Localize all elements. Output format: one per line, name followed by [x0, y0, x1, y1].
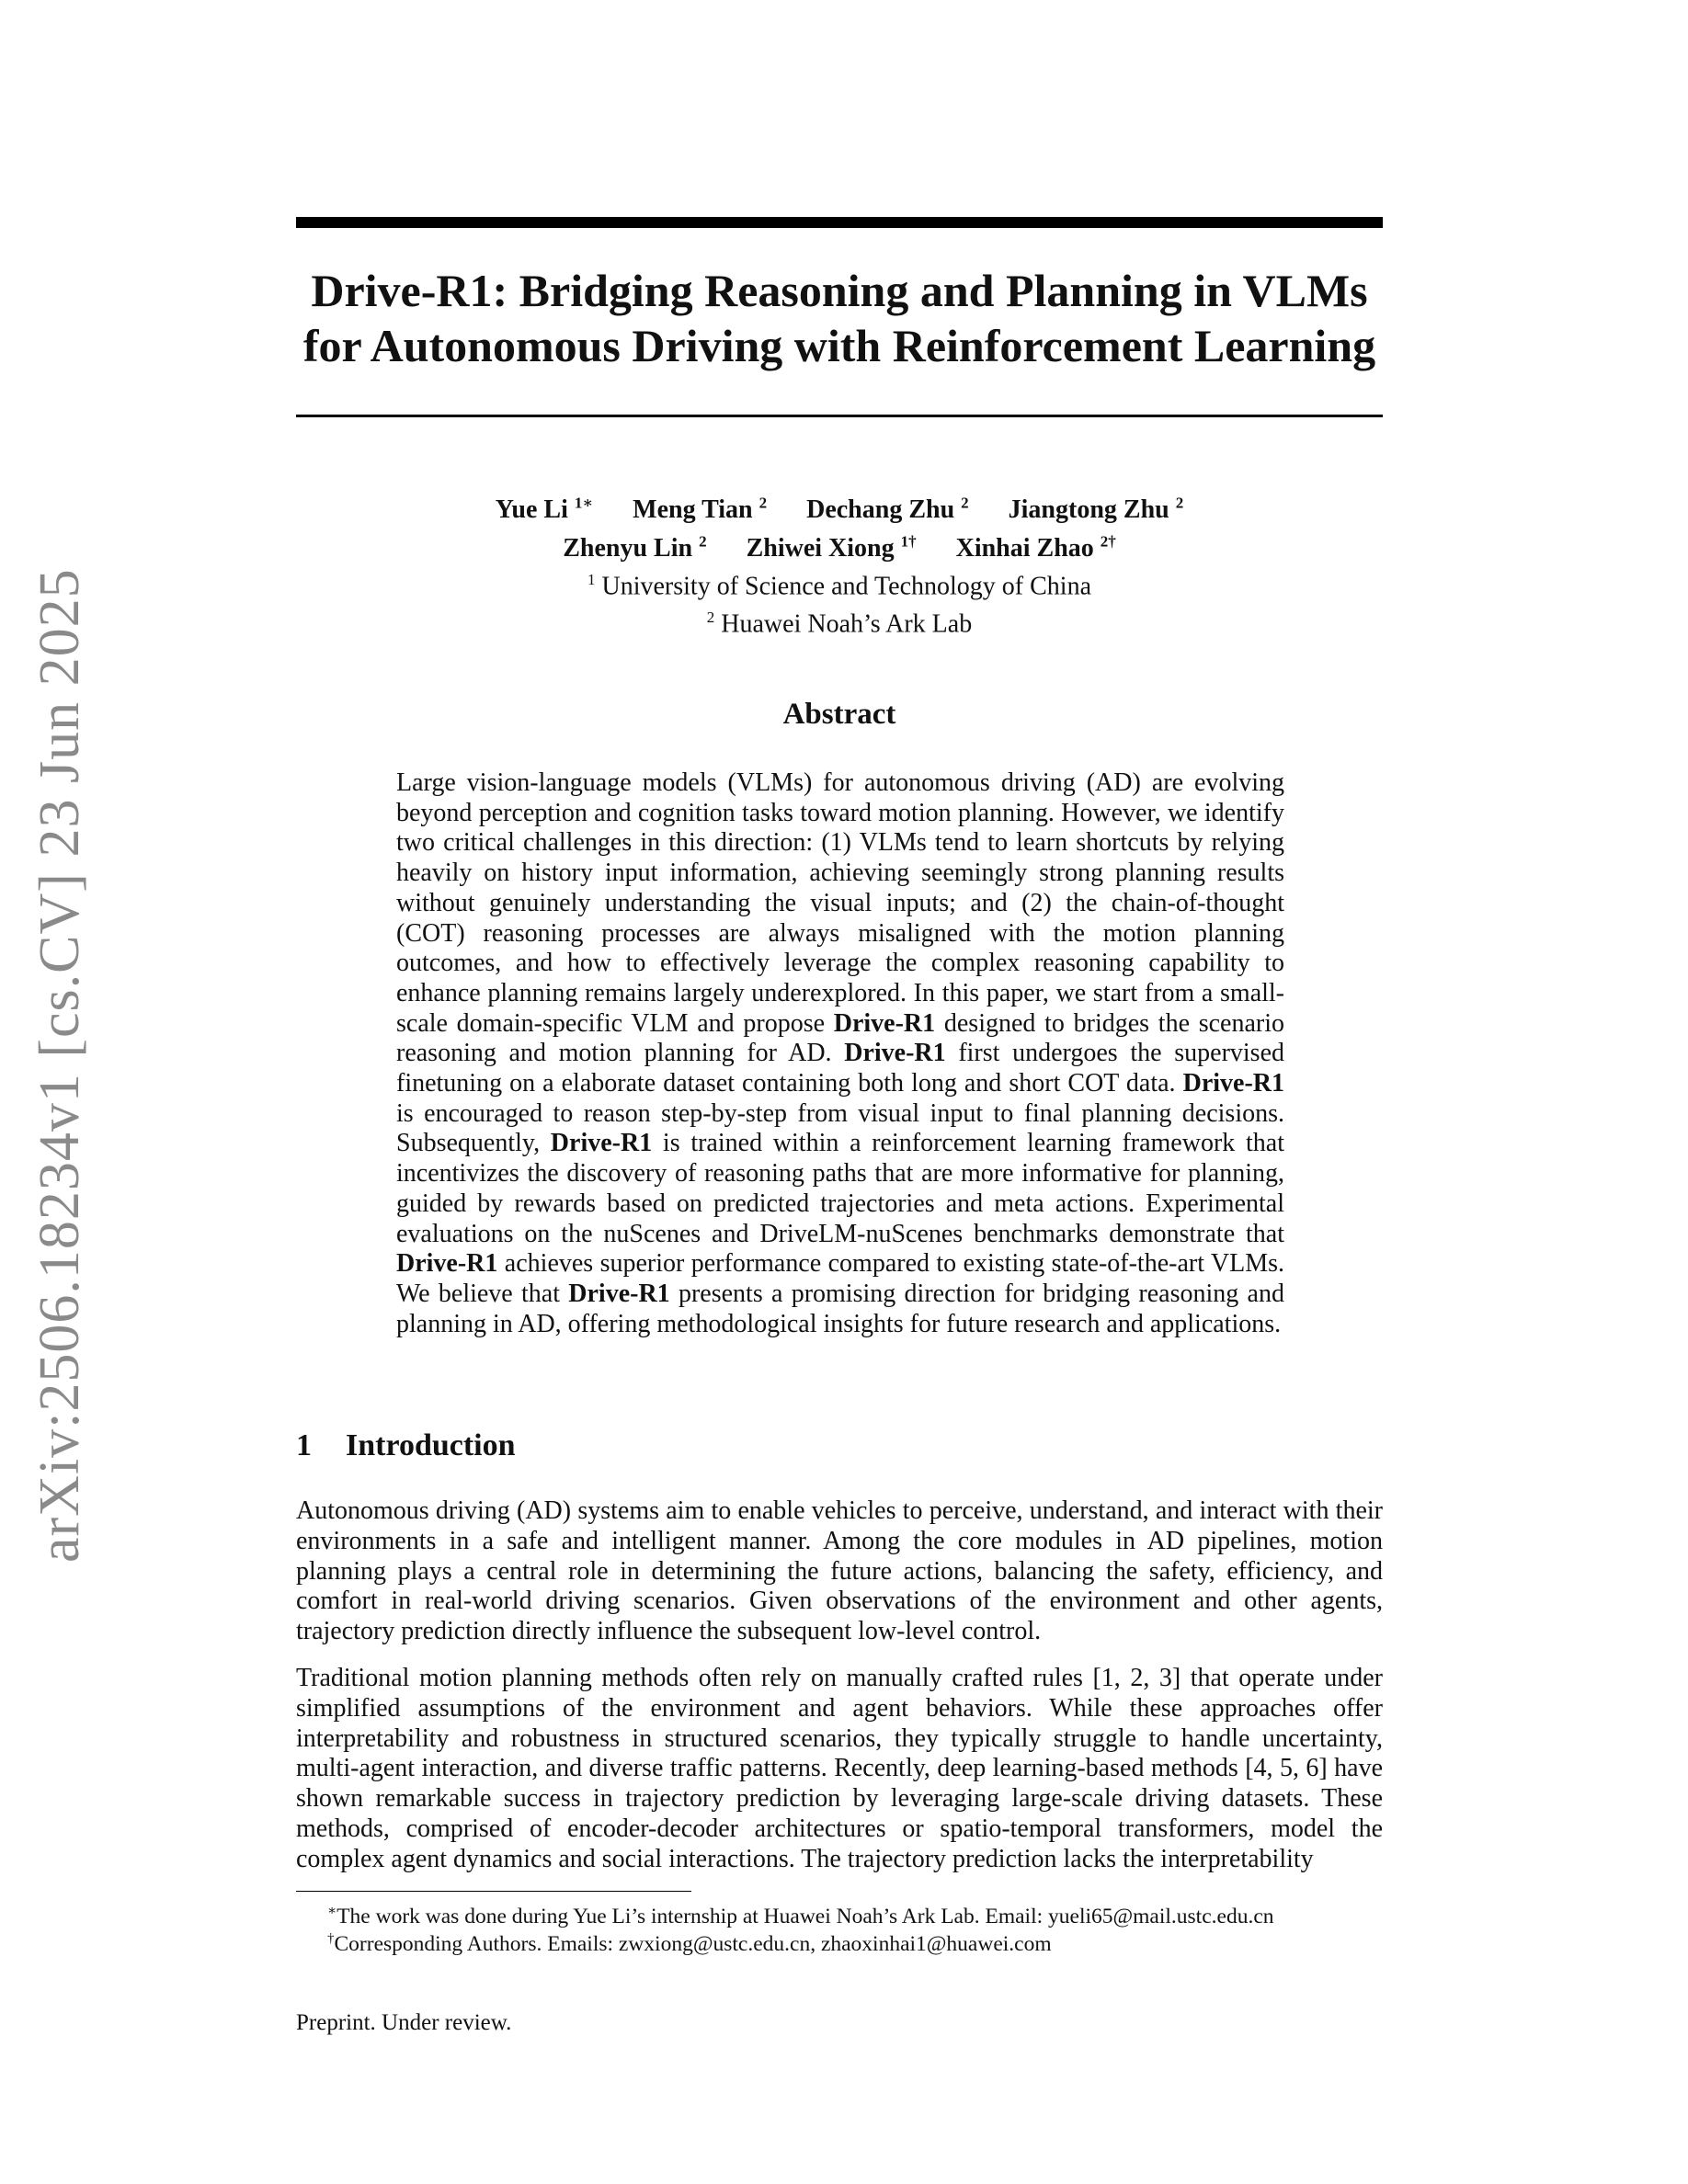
affiliation: $^2$ Huawei Noah’s Ark Lab [706, 608, 973, 639]
intro-paragraph-1: Autonomous driving (AD) systems aim to enable vehicles to perceive, understand, and interact with their environments in a safe and intelligent manner. Among the core modules in AD pipelines, motion planning plays a central role in determining the future actions, balancing the safety, efficiency, and comfort in real-world driving scenarios. Given observations of the environment and other agents, trajectory prediction directly influence the subsequent low-level control. [296, 1496, 1383, 1646]
intro-paragraph-2: Traditional motion planning methods often rely on manually crafted rules [1, 2, 3] that operate under simplified assumptions of the environment and agent behaviors. While these approaches offer interpretability and robustness in structured scenarios, they typically struggle to handle uncertainty, multi-agent interaction, and diverse traffic patterns. Recently, deep learning-based methods [4, 5, 6] have shown remarkable success in trajectory prediction by leveraging large-scale driving datasets. These methods, comprised of encoder-decoder architectures or spatio-temporal transformers, model the complex agent dynamics and social interactions. The trajectory prediction lacks the interpretability [296, 1664, 1383, 1873]
author-name: Yue Li $^{1∗}$ [495, 495, 594, 525]
footnote-1: ∗The work was done during Yue Li’s internship at Huawei Noah’s Ark Lab. Email: yueli65@mail.ustc.edu.cn [327, 1904, 1274, 1928]
affiliation: $^1$ University of Science and Technology of China [587, 570, 1091, 600]
author-row-1 [296, 488, 1383, 526]
author-block [296, 488, 1383, 640]
model-name: Drive-R1 [550, 1129, 653, 1158]
model-name: Drive-R1 [833, 1008, 936, 1038]
title-line-1: Drive-R1: Bridging Reasoning and Planning in VLMs [311, 265, 1368, 316]
model-name: Drive-R1 [396, 1249, 498, 1279]
abstract-heading: Abstract [782, 698, 896, 731]
author-name: Zhiwei Xiong $^{1\dagger}$ [746, 532, 917, 563]
section-title: Introduction [346, 1428, 516, 1462]
author-name: Zhenyu Lin $^2$ [563, 532, 707, 563]
title-bottom-rule [296, 415, 1383, 417]
paper-title [296, 263, 1383, 373]
author-name: Meng Tian $^2$ [633, 495, 768, 525]
section-heading-introduction [296, 1428, 516, 1464]
footnote-2: †Corresponding Authors. Emails: zwxiong@ustc.edu.cn, zhaoxinhai1@huawei.com [327, 1931, 1052, 1956]
model-name: Drive-R1 [1182, 1069, 1284, 1098]
title-top-rule [296, 217, 1383, 228]
author-name: Jiangtong Zhu $^2$ [1008, 495, 1184, 525]
author-row-2 [296, 526, 1383, 563]
model-name: Drive-R1 [568, 1279, 670, 1308]
arxiv-identifier: arXiv:2506.18234v1 [cs.CV] 23 Jun 2025 [29, 568, 91, 1563]
model-name: Drive-R1 [844, 1039, 946, 1068]
footnote-rule [296, 1891, 691, 1892]
abstract-text: Large vision-language models (VLMs) for autonomous driving (AD) are evolving beyond perception and cognition tasks toward motion planning. However, we identify two critical challenges in this direction: (1) VLMs tend to learn shortcuts by relying heavily on history input information, achieving seemingly strong planning results without genuinely understanding the visual inputs; and (2) the chain-of-thought (COT) reasoning processes are always misaligned with the motion planning outcomes, and how to effectively leverage the complex reasoning capability to enhance planning remains largely underexplored. In this paper, we start from a small-scale domain-specific VLM and propose Drive-R1 designed to bridges the scenario reasoning and motion planning for AD. Drive-R1 first undergoes the supervised finetuning on a elaborate dataset containing both long and short COT data. Drive-R1 is encouraged to reason step-by-step from visual input to final planning decisions. Subsequently, Drive-R1 is trained within a reinforcement learning framework that incentivizes the discovery of reasoning paths that are more informative for planning, guided by rewards based on predicted trajectories and meta actions. Experimental evaluations on the nuScenes and DriveLM-nuScenes benchmarks demonstrate that Drive-R1 achieves superior performance compared to existing state-of-the-art VLMs. We believe that Drive-R1 presents a promising direction for bridging reasoning and planning in AD, offering methodological insights for future research and applications. [396, 768, 1285, 1338]
preprint-notice: Preprint. Under review. [296, 2010, 512, 2035]
author-name: Xinhai Zhao $^{2\dagger}$ [955, 532, 1116, 563]
section-number: 1 [296, 1428, 312, 1462]
title-line-2: for Autonomous Driving with Reinforcement Learning [302, 320, 1376, 371]
author-name: Dechang Zhu $^2$ [806, 495, 969, 525]
